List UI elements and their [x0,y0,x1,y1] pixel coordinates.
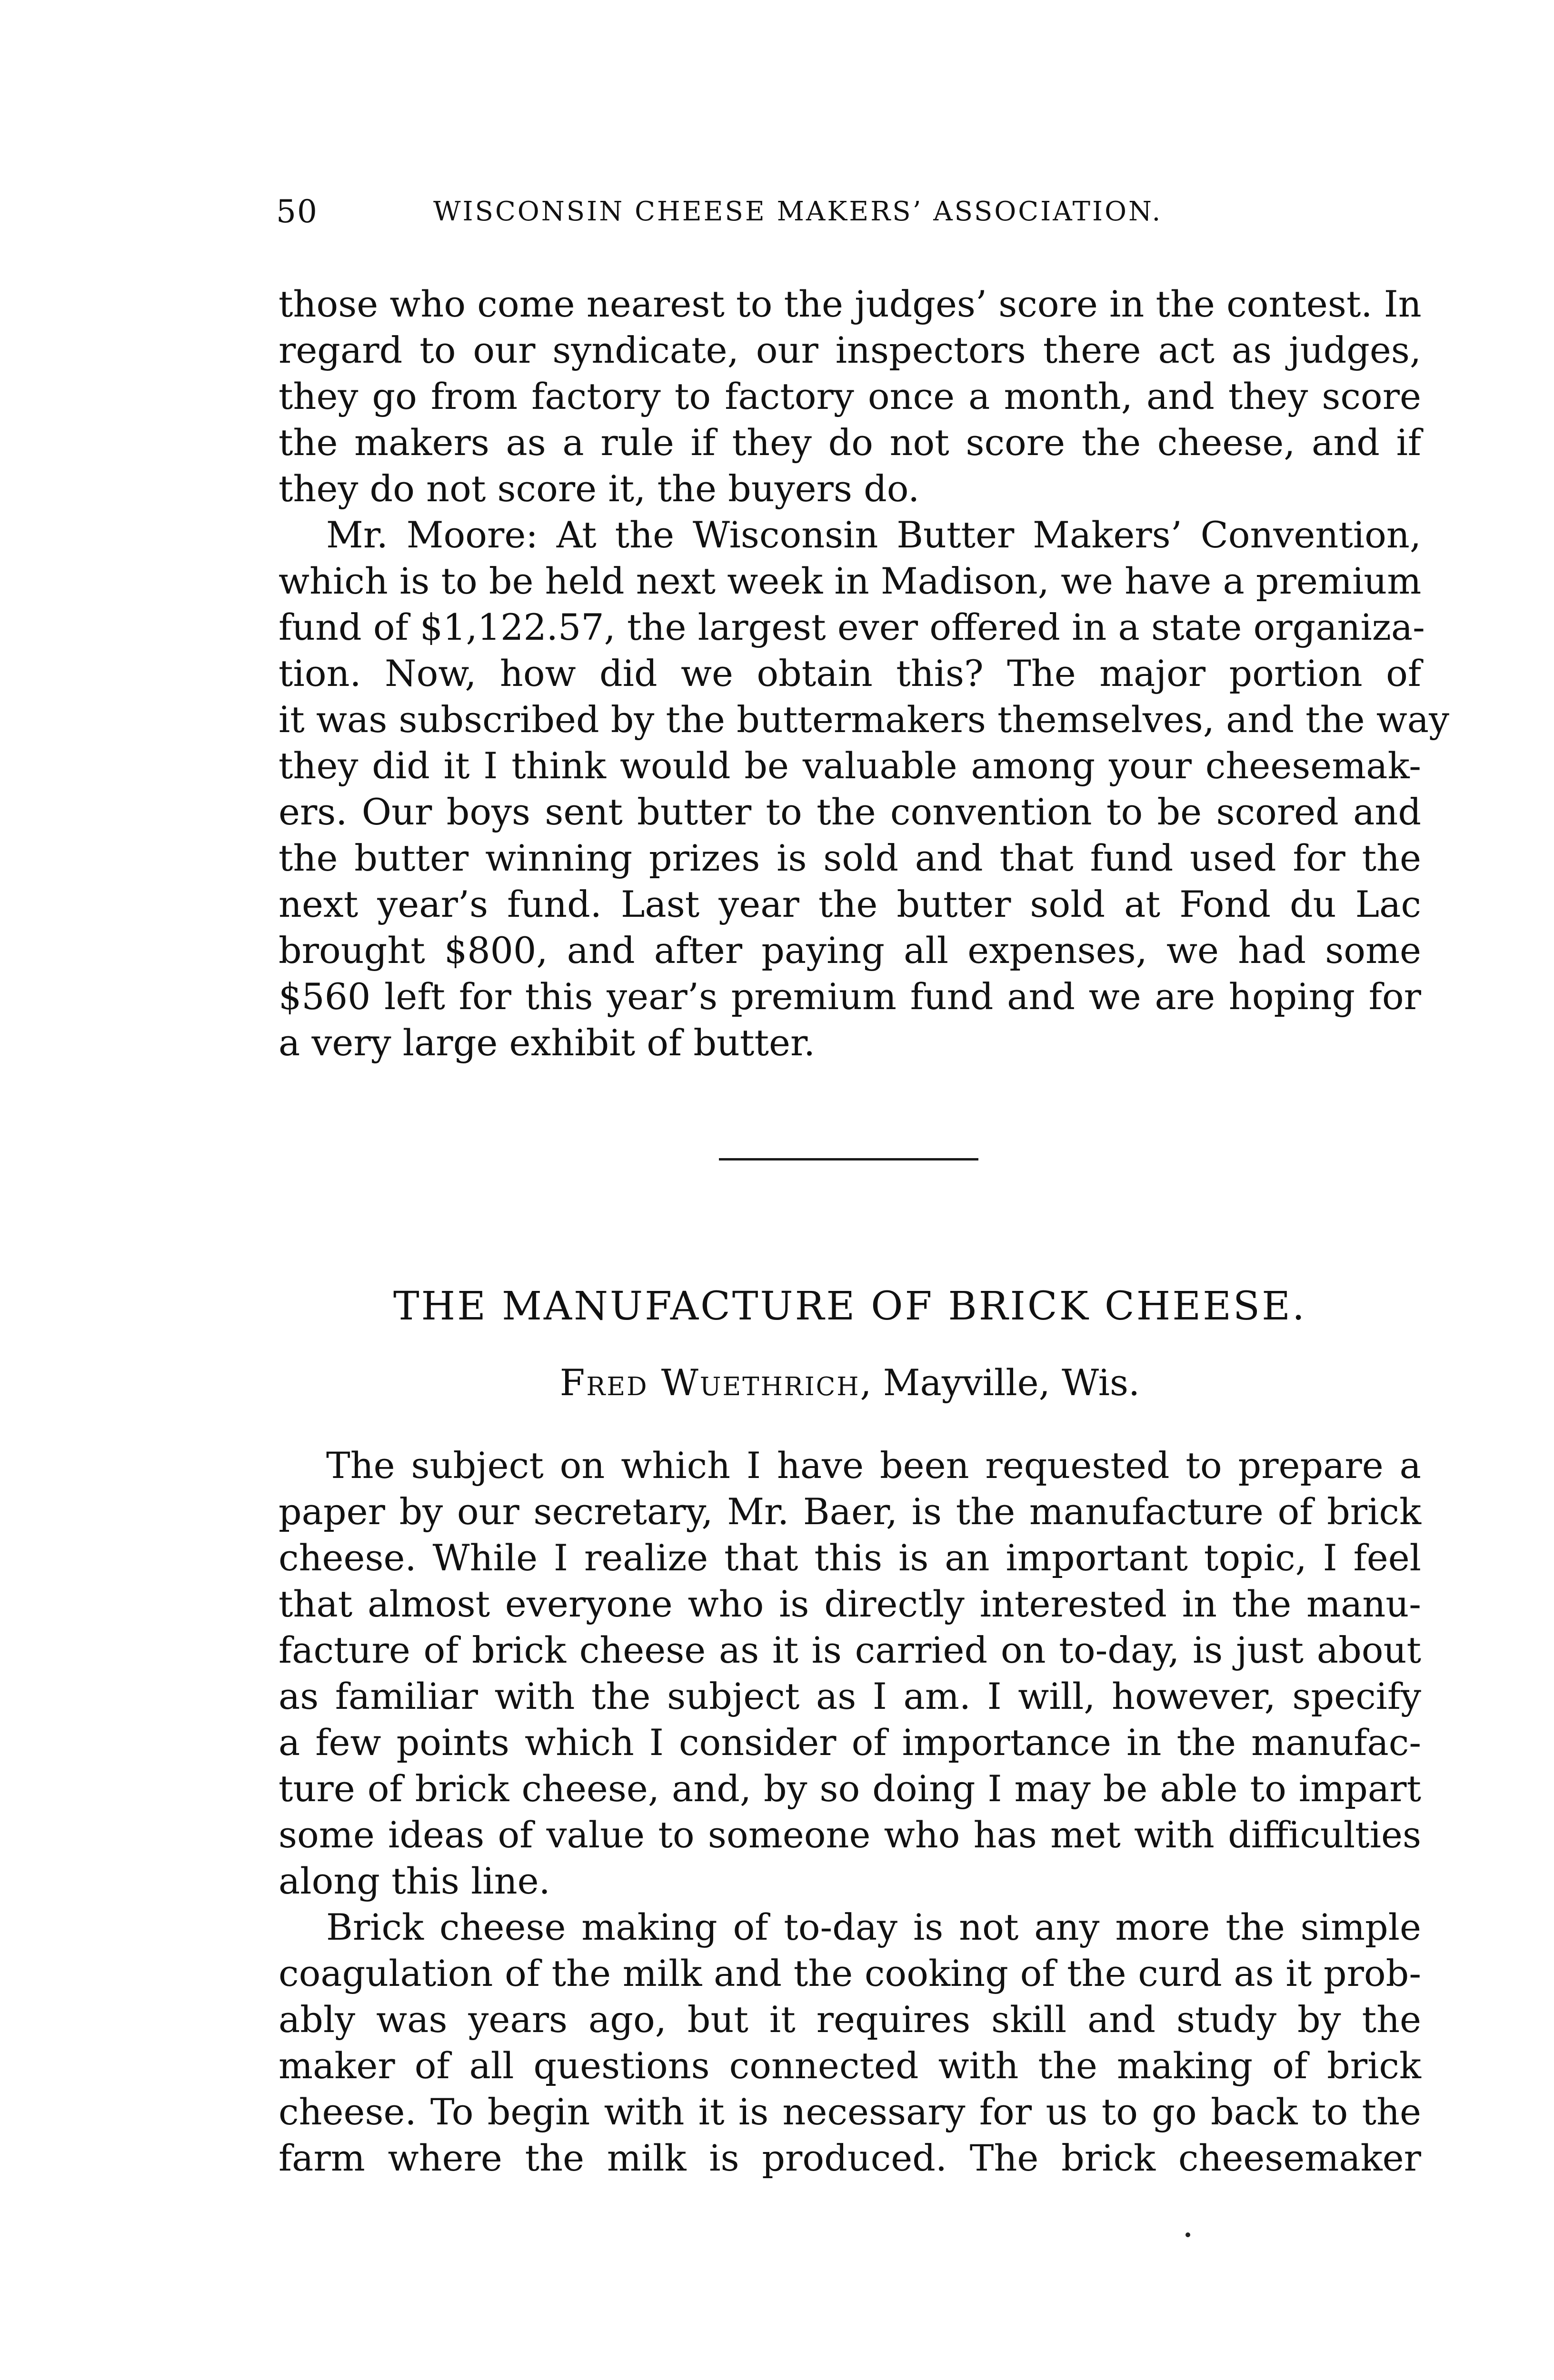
discussion-text [279,281,1450,1066]
text-line: ably was years ago, but it requires skill and study by the [279,1998,1421,2041]
text-line: which is to be held next week in Madison, we have a premium [279,560,1422,602]
text-line: they did it I think would be valuable among your cheesemak- [279,744,1421,787]
text-line: the butter winning prizes is sold and that fund used for the [279,837,1421,879]
text-line: The subject on which I have been requested to prepare a [326,1444,1421,1487]
text-line: along this line. [279,1860,550,1902]
text-line: ture of brick cheese, and, by so doing I may be able to impart [279,1767,1421,1810]
text-line: $560 left for this year’s premium fund and we are hoping for [279,975,1421,1018]
text-line: brought $800, and after paying all expenses, we had some [279,929,1421,972]
text-line: tion. Now, how did we obtain this? The major portion of [279,652,1421,694]
page-number: 50 [276,193,318,230]
text-line: a few points which I consider of importance in the manufac- [279,1721,1421,1764]
text-line: paper by our secretary, Mr. Baer, is the manufacture of brick [279,1490,1421,1533]
text-line: a very large exhibit of butter. [279,1021,816,1064]
text-line: they go from factory to factory once a month, and they score [279,375,1421,417]
text-line: Brick cheese making of to-day is not any more the simple [326,1906,1421,1948]
text-line: facture of brick cheese as it is carried on to-day, is just about [279,1629,1421,1671]
text-line: they do not score it, the buyers do. [279,467,920,510]
running-title: WISCONSIN CHEESE MAKERS’ ASSOCIATION. [433,196,1163,227]
text-line: coagulation of the milk and the cooking of the curd as it prob- [279,1952,1421,1994]
text-line: that almost everyone who is directly interested in the manu- [279,1583,1421,1625]
text-line: Mr. Moore: At the Wisconsin Butter Makers’ Convention, [326,514,1421,556]
text-line: maker of all questions connected with the making of brick [279,2044,1421,2087]
text-line: regard to our syndicate, our inspectors there act as judges, [279,329,1421,371]
ink-speck [1185,2232,1190,2237]
text-line: cheese. To begin with it is necessary for us to go back to the [279,2091,1421,2133]
author-location: , Mayville, Wis. [860,1361,1140,1404]
text-line: next year’s fund. Last year the butter sold at Fond du Lac [279,883,1421,925]
text-line: those who come nearest to the judges’ score in the contest. In [279,283,1422,325]
article-title: THE MANUFACTURE OF BRICK CHEESE. [393,1284,1307,1329]
author-name: Fred Wuethrich [559,1361,860,1404]
text-line: as familiar with the subject as I am. I will, however, specify [279,1675,1421,1717]
byline [279,1359,1421,1407]
text-line: it was subscribed by the buttermakers themselves, and the way [279,698,1450,741]
section-divider [719,1158,978,1160]
article-body [279,1442,1421,2181]
text-line: farm where the milk is produced. The brick cheesemaker [279,2137,1421,2179]
text-line: ers. Our boys sent butter to the convention to be scored and [279,791,1421,833]
text-line: the makers as a rule if they do not score the cheese, and if [279,421,1421,464]
text-line: cheese. While I realize that this is an important topic, I feel [279,1537,1421,1579]
running-head [276,188,1414,236]
text-line: some ideas of value to someone who has met with difficulties [279,1814,1421,1856]
text-line: fund of $1,122.57, the largest ever offered in a state organiza- [279,606,1425,648]
